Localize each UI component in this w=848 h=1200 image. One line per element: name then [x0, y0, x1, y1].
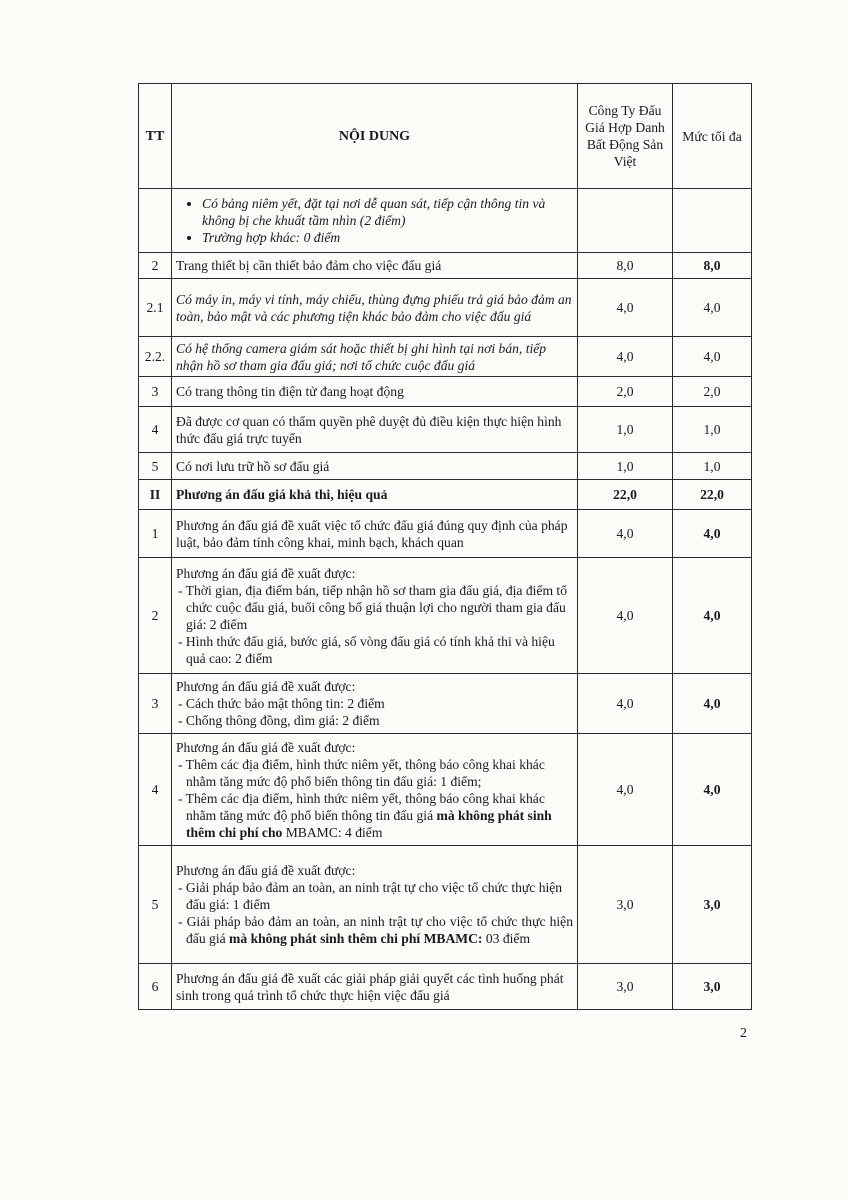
- criterion-text: - Giải pháp bảo đảm an toàn, an ninh trật tự cho việc tổ chức thực hiện đấu giá: [178, 914, 573, 946]
- row-max: 4,0: [673, 558, 752, 674]
- criterion-emphasis: mà không phát sinh thêm chi phí cho: [186, 807, 552, 840]
- row-score: [578, 189, 673, 253]
- row-content: Có hệ thống camera giám sát hoặc thiết bị ghi hình tại nơi bán, tiếp nhận hồ sơ tham gia đấu giá; nơi tổ chức cuộc đấu giá: [172, 337, 578, 377]
- section-row: [139, 480, 752, 510]
- table-row: [139, 279, 752, 337]
- table-row: [139, 734, 752, 846]
- row-score: 8,0: [578, 253, 673, 279]
- table-header-row: [139, 84, 752, 189]
- row-score: 4,0: [578, 734, 673, 846]
- row-content: [172, 558, 578, 674]
- row-score: 4,0: [578, 674, 673, 734]
- row-score: 4,0: [578, 510, 673, 558]
- row-tt: 5: [139, 453, 172, 480]
- criterion-item: [176, 790, 573, 841]
- row-tt: 2: [139, 558, 172, 674]
- row-content: Đã được cơ quan có thẩm quyền phê duyệt đủ điều kiện thực hiện hình thức đấu giá trực tuyến: [172, 407, 578, 453]
- section-title: Phương án đấu giá khả thi, hiệu quả: [172, 480, 578, 510]
- criterion-text: 03 điểm: [482, 931, 531, 946]
- section-tt: II: [139, 480, 172, 510]
- section-score: 22,0: [578, 480, 673, 510]
- header-content: NỘI DUNG: [172, 84, 578, 189]
- page-number: 2: [740, 1026, 747, 1041]
- criterion-text: - Thêm các địa điểm, hình thức niêm yết, thông báo công khai khác nhằm tăng mức độ phổ biến thông tin đấu giá: [178, 790, 545, 823]
- section-max: 22,0: [673, 480, 752, 510]
- bullet-item: • Trường hợp khác: 0 điểm: [202, 229, 573, 246]
- row-tt: 5: [139, 846, 172, 964]
- criterion-item: - Thêm các địa điểm, hình thức niêm yết, thông báo công khai khác nhằm tăng mức độ phổ biến thông tin đấu giá: 1 điểm;: [178, 756, 545, 789]
- row-max: 4,0: [673, 510, 752, 558]
- table-row: [139, 337, 752, 377]
- row-max: 4,0: [673, 674, 752, 734]
- row-max: 1,0: [673, 407, 752, 453]
- row-tt: 3: [139, 674, 172, 734]
- table-row: [139, 253, 752, 279]
- row-intro: Phương án đấu giá đề xuất được:: [176, 863, 356, 878]
- row-max: 3,0: [673, 964, 752, 1010]
- row-max: 1,0: [673, 453, 752, 480]
- table-row: [139, 674, 752, 734]
- row-max: [673, 189, 752, 253]
- row-intro: Phương án đấu giá đề xuất được:: [176, 679, 356, 694]
- row-tt: 4: [139, 734, 172, 846]
- row-content: Phương án đấu giá đề xuất các giải pháp giải quyết các tình huống phát sinh trong quá trình tổ chức thực hiện việc đấu giá: [172, 964, 578, 1010]
- row-content: Phương án đấu giá đề xuất việc tổ chức đấu giá đúng quy định của pháp luật, bảo đảm tính công khai, minh bạch, khách quan: [172, 510, 578, 558]
- criterion-text: MBAMC: 4 điểm: [282, 824, 383, 840]
- row-score: 1,0: [578, 407, 673, 453]
- row-content: [172, 846, 578, 964]
- row-content: [172, 674, 578, 734]
- table-row: [139, 964, 752, 1010]
- bullet-item: • Có bảng niêm yết, đặt tại nơi dễ quan sát, tiếp cận thông tin và không bị che khuất tầm nhìn (2 điểm): [202, 195, 573, 229]
- row-score: 4,0: [578, 337, 673, 377]
- table-row: [139, 377, 752, 407]
- row-max: 8,0: [673, 253, 752, 279]
- row-score: 1,0: [578, 453, 673, 480]
- table-row: [139, 453, 752, 480]
- row-content: Có trang thông tin điện tử đang hoạt động: [172, 377, 578, 407]
- criterion-item: [176, 913, 573, 947]
- row-score: 2,0: [578, 377, 673, 407]
- row-content: Có máy in, máy vi tính, máy chiếu, thùng đựng phiếu trả giá bảo đảm an toàn, bảo mật và các phương tiện khác bảo đảm cho việc đấu giá: [172, 279, 578, 337]
- header-company: Công Ty Đấu Giá Hợp Danh Bất Động Sản Việt: [578, 84, 673, 189]
- row-tt: 1: [139, 510, 172, 558]
- row-tt: 2.1: [139, 279, 172, 337]
- criterion-item: - Cách thức bảo mật thông tin: 2 điểm: [178, 696, 385, 711]
- table-row: [139, 510, 752, 558]
- table-row: [139, 407, 752, 453]
- row-score: 4,0: [578, 558, 673, 674]
- row-intro: Phương án đấu giá đề xuất được:: [176, 565, 356, 581]
- criterion-item: - Thời gian, địa điểm bán, tiếp nhận hồ sơ tham gia đấu giá, địa điểm tổ chức cuộc đấu giá, buổi công bố giá thuận lợi cho người tham gia đấu giá: 2 điểm: [178, 582, 568, 632]
- row-tt: 2: [139, 253, 172, 279]
- row-score: 4,0: [578, 279, 673, 337]
- row-tt: [139, 189, 172, 253]
- row-intro: Phương án đấu giá đề xuất được:: [176, 739, 356, 755]
- row-max: 4,0: [673, 734, 752, 846]
- row-content: Có nơi lưu trữ hồ sơ đấu giá: [172, 453, 578, 480]
- table-row: [139, 189, 752, 253]
- row-max: 3,0: [673, 846, 752, 964]
- header-tt: TT: [139, 84, 172, 189]
- row-tt: 4: [139, 407, 172, 453]
- table-row: [139, 558, 752, 674]
- scoring-table: [138, 83, 752, 1010]
- row-max: 2,0: [673, 377, 752, 407]
- row-score: 3,0: [578, 846, 673, 964]
- table-row: [139, 846, 752, 964]
- row-content: Trang thiết bị cần thiết bảo đảm cho việc đấu giá: [172, 253, 578, 279]
- row-max: 4,0: [673, 337, 752, 377]
- row-score: 3,0: [578, 964, 673, 1010]
- criterion-emphasis: mà không phát sinh thêm chi phí MBAMC:: [229, 931, 483, 946]
- row-tt: 3: [139, 377, 172, 407]
- row-content: [172, 734, 578, 846]
- row-tt: 2.2.: [139, 337, 172, 377]
- criterion-item: - Chống thông đồng, dìm giá: 2 điểm: [178, 713, 380, 728]
- criterion-item: - Giải pháp bảo đảm an toàn, an ninh trật tự cho việc tổ chức thực hiện đấu giá: 1 điểm: [178, 880, 563, 912]
- row-content: [172, 189, 578, 253]
- row-max: 4,0: [673, 279, 752, 337]
- criterion-item: - Hình thức đấu giá, bước giá, số vòng đấu giá có tính khả thi và hiệu quả cao: 2 điểm: [178, 633, 555, 666]
- header-max: Mức tối đa: [673, 84, 752, 189]
- row-tt: 6: [139, 964, 172, 1010]
